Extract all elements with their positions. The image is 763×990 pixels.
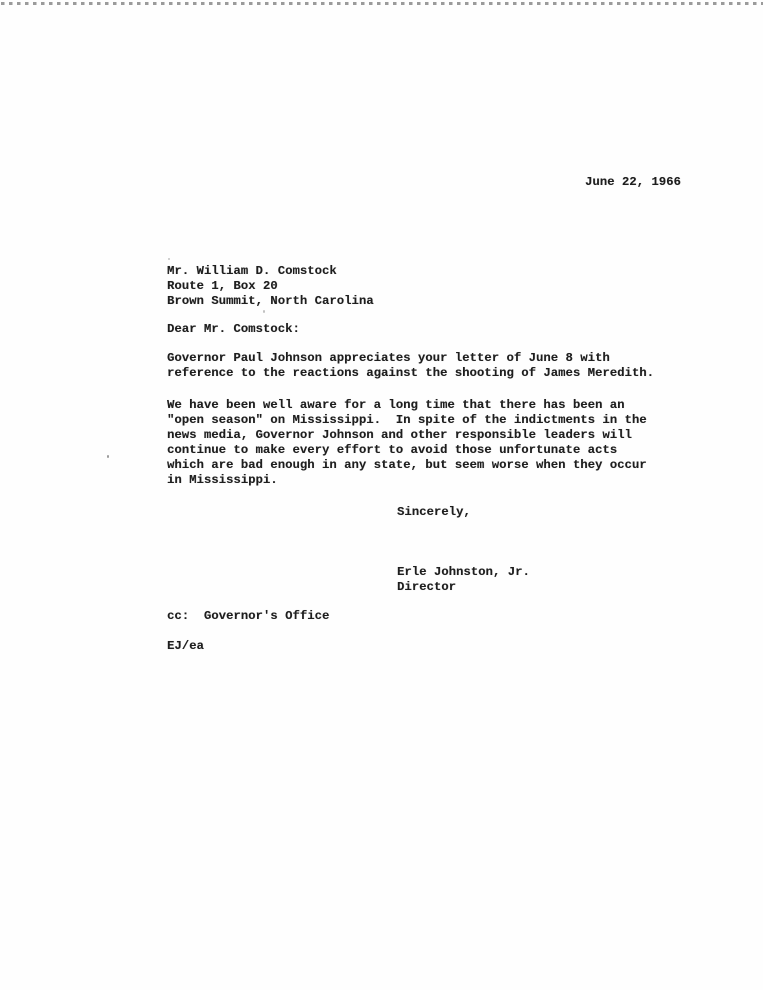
- body-paragraph-1-line-1: Governor Paul Johnson appreciates your letter of June 8 with: [167, 351, 610, 365]
- body-paragraph-2-line-6: in Mississippi.: [167, 473, 278, 487]
- signature-name: Erle Johnston, Jr.: [397, 565, 530, 579]
- letter-date: June 22, 1966: [585, 175, 681, 189]
- body-paragraph-2-line-3: news media, Governor Johnson and other responsible leaders will: [167, 428, 632, 442]
- body-paragraph-2-line-1: We have been well aware for a long time that there has been an: [167, 398, 625, 412]
- body-paragraph-2: [167, 398, 647, 488]
- scan-speck: [168, 258, 170, 260]
- signature-title: Director: [397, 580, 457, 594]
- scan-edge-dotted-line: [1, 2, 763, 5]
- recipient-address-block: [167, 264, 374, 309]
- body-paragraph-1: [167, 351, 654, 381]
- typist-initials: EJ/ea: [167, 639, 204, 653]
- recipient-address-line2: Brown Summit, North Carolina: [167, 294, 374, 308]
- body-paragraph-2-line-5: which are bad enough in any state, but seem worse when they occur: [167, 458, 647, 472]
- scan-speck: [263, 310, 265, 313]
- cc-line: cc: Governor's Office: [167, 609, 330, 623]
- body-paragraph-1-line-2: reference to the reactions against the shooting of James Meredith.: [167, 366, 655, 380]
- recipient-name: Mr. William D. Comstock: [167, 264, 337, 278]
- scan-speck: [107, 455, 109, 458]
- body-paragraph-2-line-2: "open season" on Mississippi. In spite of the indictments in the: [167, 413, 647, 427]
- body-paragraph-2-line-4: continue to make every effort to avoid those unfortunate acts: [167, 443, 618, 457]
- signature-block: [397, 565, 530, 595]
- recipient-address-line1: Route 1, Box 20: [167, 279, 278, 293]
- closing-salutation: Sincerely,: [397, 505, 471, 519]
- salutation: Dear Mr. Comstock:: [167, 322, 300, 336]
